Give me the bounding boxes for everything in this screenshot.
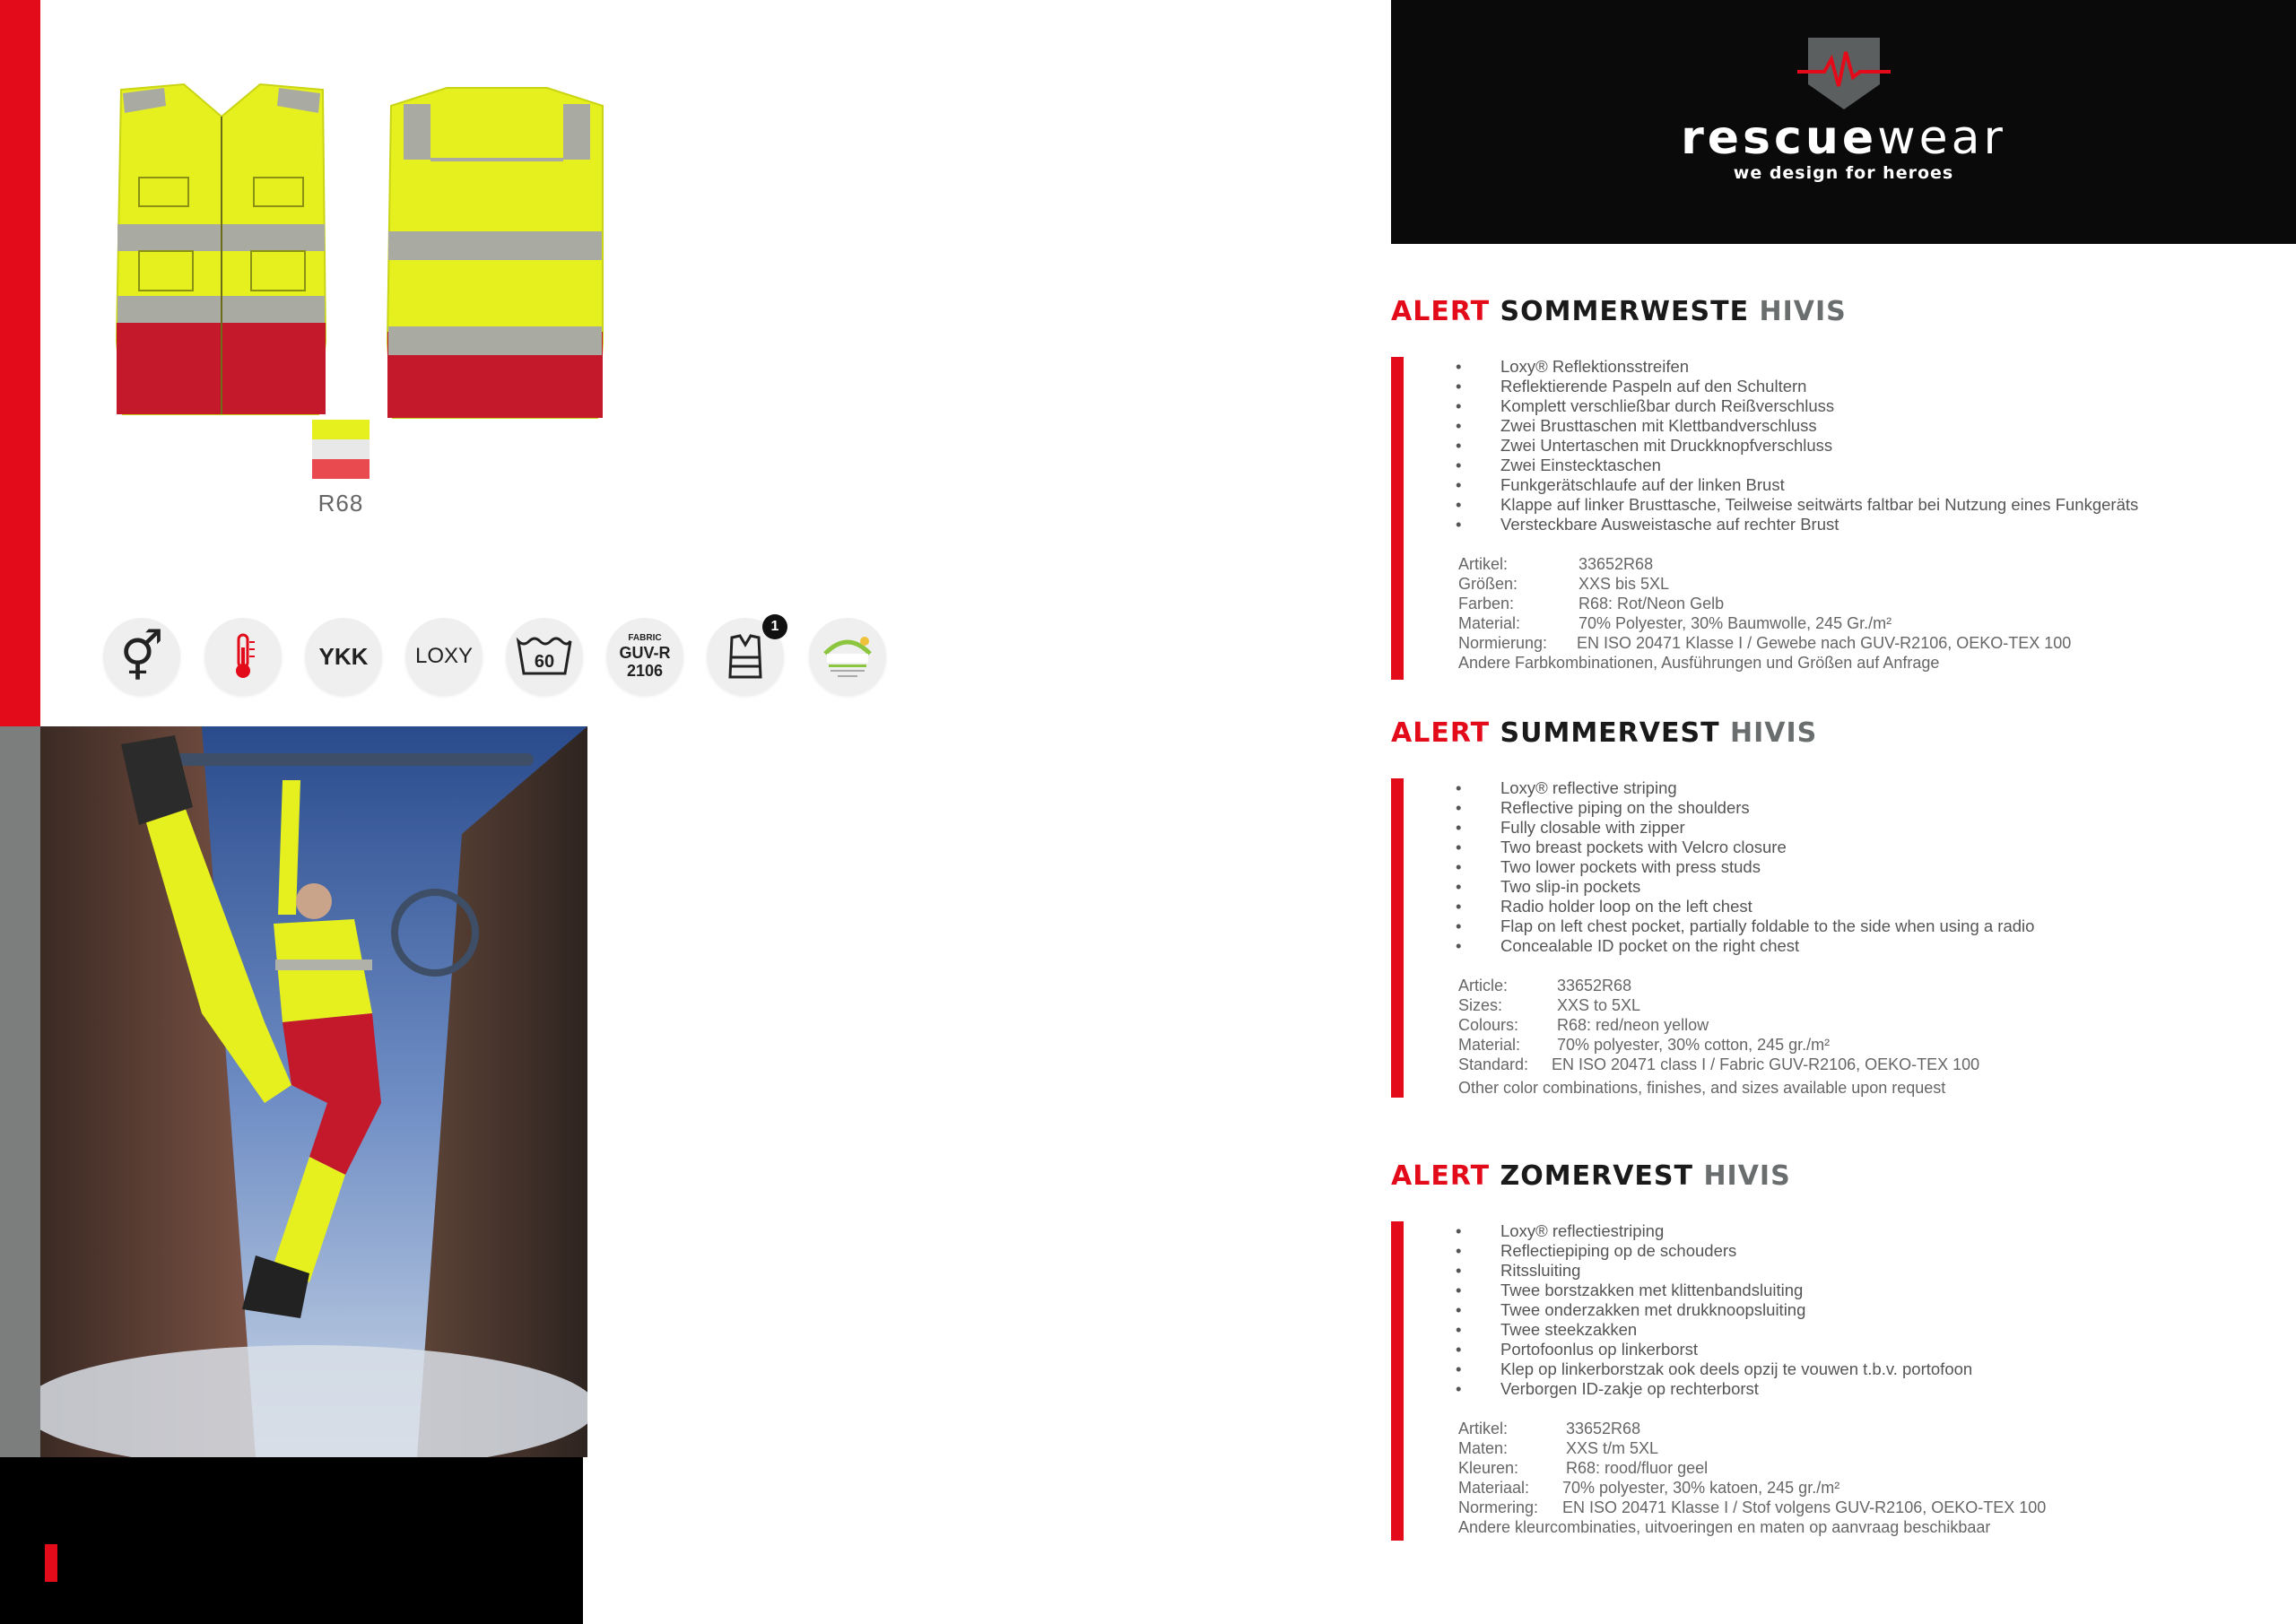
spec-key: Farben: — [1458, 595, 1515, 612]
loxy-label: LOXY — [414, 644, 474, 668]
list-item: • Fully closable with zipper — [1456, 818, 2034, 838]
spec-value: EN ISO 20471 Klasse I / Stof volgens GUV-R2106, OEKO-TEX 100 — [1562, 1498, 2047, 1516]
section-red-bar — [1391, 357, 1404, 680]
spec-value: 33652R68 — [1557, 977, 1632, 994]
fabric-guv-icon — [606, 618, 683, 695]
guv-number: 2106 — [626, 662, 664, 680]
title-product: SOMMERWESTE — [1500, 296, 1750, 327]
spec-key: Colours: — [1458, 1016, 1519, 1034]
spec-row — [1458, 1458, 2046, 1478]
spec-key: Material: — [1458, 1036, 1521, 1054]
class-badge: 1 — [762, 614, 787, 639]
spec-value: 33652R68 — [1566, 1420, 1641, 1437]
unisex-icon — [103, 618, 180, 695]
title-product: ZOMERVEST — [1500, 1160, 1693, 1192]
list-item: • Twee borstzakken met klittenbandsluiting — [1456, 1281, 1972, 1300]
list-item: • Radio holder loop on the left chest — [1456, 897, 2034, 916]
spec-key: Größen: — [1458, 575, 1518, 593]
product-section-de — [1391, 296, 2288, 682]
list-item: • Zwei Einstecktaschen — [1456, 456, 2138, 475]
spec-row — [1458, 1015, 1979, 1035]
spec-key: Normierung: — [1458, 634, 1548, 652]
ykk-icon — [305, 618, 382, 695]
spec-value: EN ISO 20471 Klasse I / Gewebe nach GUV-R2106, OEKO-TEX 100 — [1577, 634, 2072, 652]
spec-key: Artikel: — [1458, 555, 1509, 573]
spec-row — [1458, 574, 2071, 594]
feature-list — [1456, 778, 2034, 956]
spec-value: 33652R68 — [1578, 555, 1654, 573]
spec-key: Standard: — [1458, 1055, 1529, 1073]
title-product: SUMMERVEST — [1500, 717, 1720, 749]
action-photo — [40, 726, 587, 1457]
list-item: • Twee steekzakken — [1456, 1320, 1972, 1340]
vest-front-image — [112, 81, 332, 420]
brand-name-bold: rescue — [1681, 111, 1878, 165]
spec-key: Material: — [1458, 614, 1521, 632]
spec-value: R68: red/neon yellow — [1557, 1016, 1709, 1034]
spec-row — [1458, 1438, 2046, 1458]
list-item: • Reflectiepiping op de schouders — [1456, 1241, 1972, 1261]
spec-value: EN ISO 20471 class I / Fabric GUV-R2106, OEKO-TEX 100 — [1552, 1055, 1980, 1073]
spec-row — [1458, 995, 1979, 1015]
title-alert: ALERT — [1391, 1160, 1491, 1192]
feature-list — [1456, 357, 2138, 534]
availability-note: Other color combinations, finishes, and sizes available upon request — [1458, 1079, 1946, 1097]
spec-row — [1458, 1055, 1979, 1074]
wash-60-icon — [506, 618, 583, 695]
title-alert: ALERT — [1391, 717, 1491, 749]
list-item: • Flap on left chest pocket, partially foldable to the side when using a radio — [1456, 916, 2034, 936]
section-title — [1391, 1160, 2288, 1192]
spec-key: Article: — [1458, 977, 1509, 994]
spec-row — [1458, 976, 1979, 995]
spec-value: R68: rood/fluor geel — [1566, 1459, 1709, 1477]
spec-key: Maten: — [1458, 1439, 1509, 1457]
guv-label: GUV-R — [619, 644, 671, 662]
spec-row — [1458, 1498, 2046, 1517]
title-alert: ALERT — [1391, 296, 1491, 327]
list-item: • Two slip-in pockets — [1456, 877, 2034, 897]
fabric-label: FABRIC — [628, 633, 662, 643]
list-item: • Zwei Untertaschen mit Druckknopfverschluss — [1456, 436, 2138, 456]
spec-value: 70% polyester, 30% katoen, 245 gr./m² — [1562, 1479, 1840, 1497]
footer-red-mark — [45, 1544, 57, 1582]
spec-row — [1458, 613, 2071, 633]
spec-list — [1458, 554, 2071, 673]
spec-row — [1458, 1419, 2046, 1438]
brand-name-light: wear — [1877, 111, 2006, 165]
spec-key: Normering: — [1458, 1498, 1539, 1516]
list-item: • Komplett verschließbar durch Reißverschluss — [1456, 396, 2138, 416]
ykk-label: YKK — [318, 642, 369, 670]
title-hivis: HIVIS — [1759, 296, 1847, 327]
list-item: • Portofoonlus op linkerborst — [1456, 1340, 1972, 1359]
list-item: • Reflektierende Paspeln auf den Schultern — [1456, 377, 2138, 396]
list-item: • Two breast pockets with Velcro closure — [1456, 838, 2034, 857]
list-item: • Ritssluiting — [1456, 1261, 1972, 1281]
loxy-icon — [405, 618, 483, 695]
thermometer-icon — [204, 618, 282, 695]
section-red-bar — [1391, 1221, 1404, 1541]
availability-note: Andere kleurcombinaties, uitvoeringen en maten op aanvraag beschikbaar — [1458, 1518, 1991, 1536]
unisex-symbol: ⚥ — [119, 628, 164, 685]
list-item: • Twee onderzakken met drukknoopsluiting — [1456, 1300, 1972, 1320]
list-item: • Verborgen ID-zakje op rechterborst — [1456, 1379, 1972, 1399]
spec-key: Materiaal: — [1458, 1479, 1530, 1497]
title-hivis: HIVIS — [1703, 1160, 1791, 1192]
spec-key: Sizes: — [1458, 996, 1503, 1014]
brand-shield-logo — [1797, 36, 1891, 111]
spec-value: XXS t/m 5XL — [1566, 1439, 1659, 1457]
spec-row — [1458, 1035, 1979, 1055]
spec-value: XXS bis 5XL — [1578, 575, 1670, 593]
oeko-tex-icon — [809, 618, 886, 695]
red-side-strip — [0, 0, 40, 726]
feature-list — [1456, 1221, 1972, 1399]
list-item: • Funkgerätschlaufe auf der linken Brust — [1456, 475, 2138, 495]
spec-key: Kleuren: — [1458, 1459, 1519, 1477]
brand-header — [1391, 0, 2296, 244]
list-item: • Reflective piping on the shoulders — [1456, 798, 2034, 818]
spec-row — [1458, 554, 2071, 574]
vest-back-image — [384, 83, 610, 421]
color-swatch — [312, 420, 370, 479]
list-item: • Zwei Brusttaschen mit Klettbandverschluss — [1456, 416, 2138, 436]
section-red-bar — [1391, 778, 1404, 1098]
spec-row — [1458, 1478, 2046, 1498]
spec-key: Artikel: — [1458, 1420, 1509, 1437]
product-section-en — [1391, 717, 2288, 1103]
brand-tagline: we design for heroes — [1733, 163, 1954, 183]
color-code-label: R68 — [317, 490, 364, 517]
list-item: • Loxy® Reflektionsstreifen — [1456, 357, 2138, 377]
spec-value: XXS to 5XL — [1557, 996, 1641, 1014]
availability-note: Andere Farbkombinationen, Ausführungen und Größen auf Anfrage — [1458, 654, 1940, 672]
brand-name — [1391, 111, 2296, 165]
product-section-nl — [1391, 1160, 2288, 1546]
section-title — [1391, 717, 2288, 749]
spec-list — [1458, 1419, 2046, 1537]
list-item: • Klep op linkerborstzak ook deels opzij te vouwen t.b.v. portofoon — [1456, 1359, 1972, 1379]
spec-value: R68: Rot/Neon Gelb — [1578, 595, 1725, 612]
wash-temperature: 60 — [534, 651, 555, 672]
spec-row — [1458, 633, 2071, 653]
list-item: • Klappe auf linker Brusttasche, Teilweise seitwärts faltbar bei Nutzung eines Funkgeräts — [1456, 495, 2138, 515]
spec-value: 70% polyester, 30% cotton, 245 gr./m² — [1557, 1036, 1831, 1054]
grey-side-strip — [0, 726, 40, 1457]
hivis-class-icon — [707, 618, 784, 695]
spec-list — [1458, 976, 1979, 1098]
section-title — [1391, 296, 2288, 327]
list-item: • Concealable ID pocket on the right chest — [1456, 936, 2034, 956]
list-item: • Versteckbare Ausweistasche auf rechter Brust — [1456, 515, 2138, 534]
list-item: • Loxy® reflectiestriping — [1456, 1221, 1972, 1241]
list-item: • Two lower pockets with press studs — [1456, 857, 2034, 877]
list-item: • Loxy® reflective striping — [1456, 778, 2034, 798]
spec-value: 70% Polyester, 30% Baumwolle, 245 Gr./m² — [1578, 614, 1892, 632]
title-hivis: HIVIS — [1730, 717, 1818, 749]
footer-block — [0, 1457, 583, 1624]
spec-row — [1458, 594, 2071, 613]
